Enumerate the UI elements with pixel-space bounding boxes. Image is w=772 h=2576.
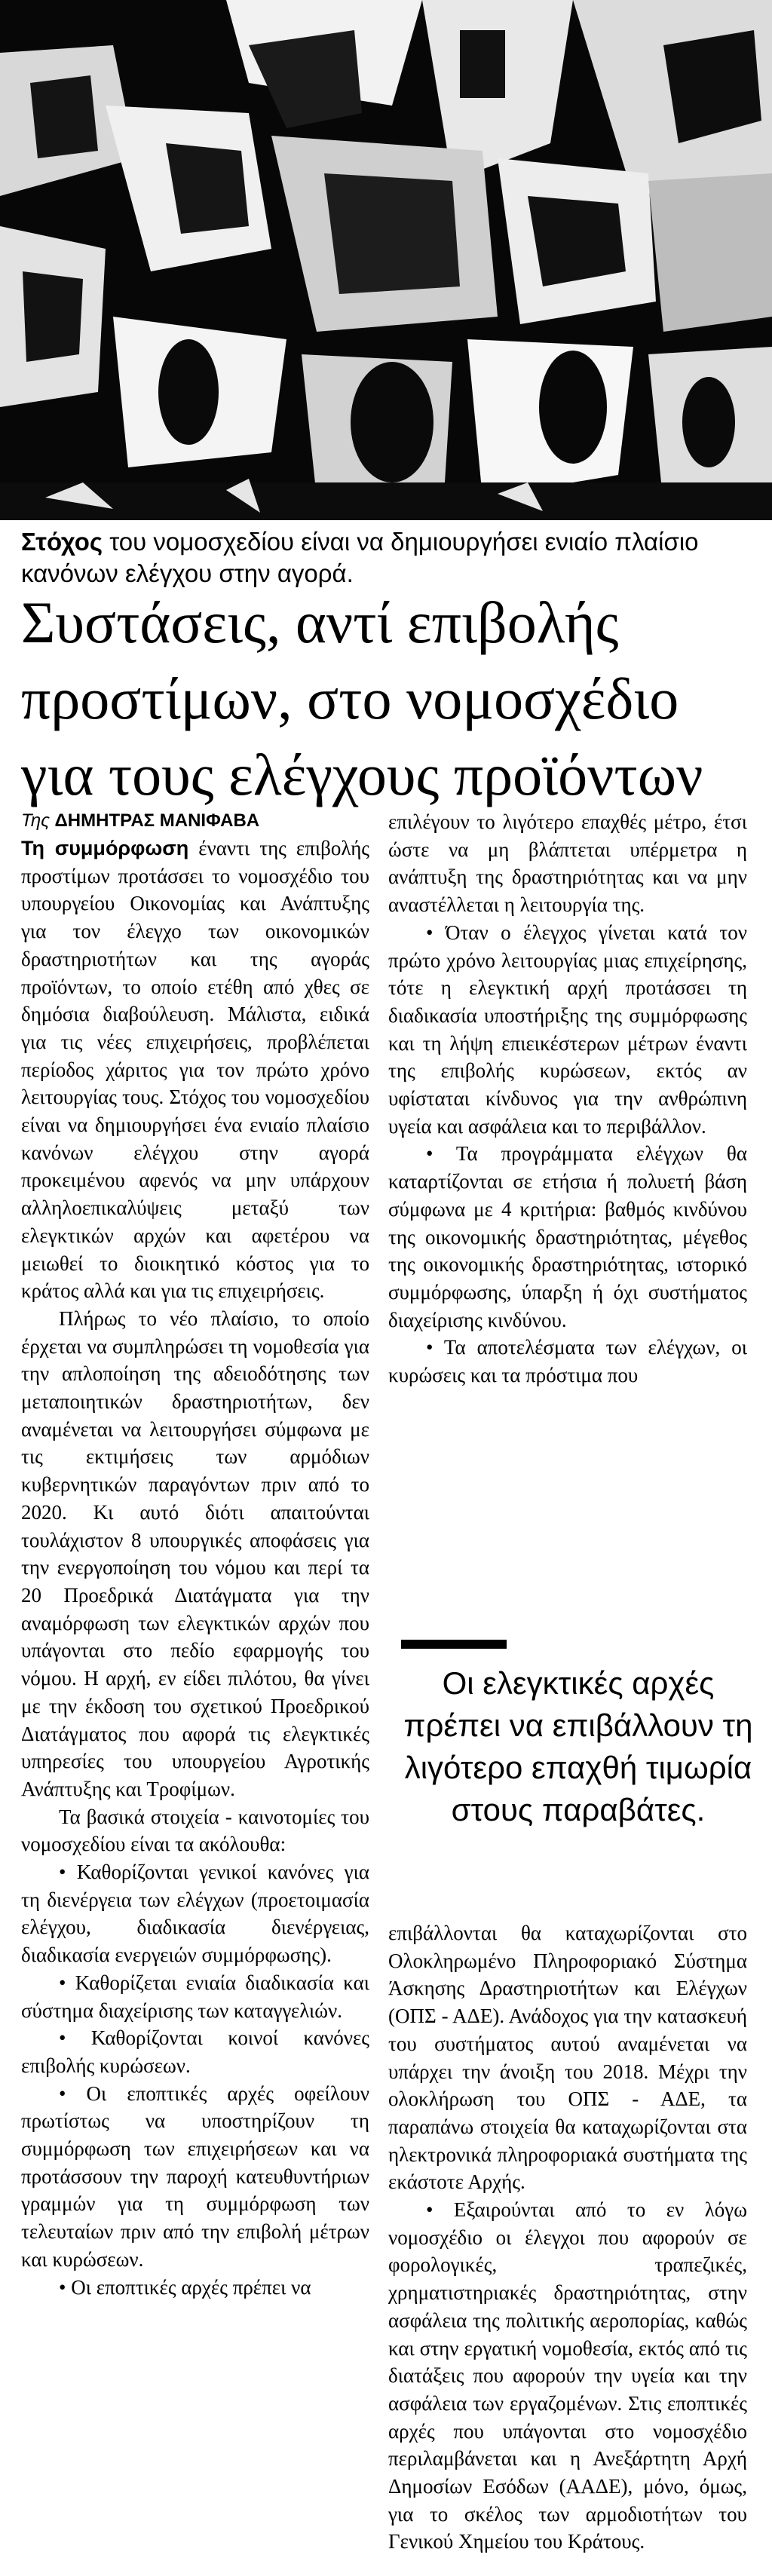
article-column-right-top bbox=[388, 808, 747, 1389]
bullet-item: • Όταν ο έλεγχος γίνεται κατά τον πρώτο χρόνο λειτουργίας μιας επιχείρησης, τότε η ελεγκτική αρχή προτάσσει τη διαδικασία υποστήριξης της συμμόρφωσης και τη λήψη επιεικέστερων μέτρων έναντι της επιβολής κυρώσεων, εκτός αν υφίσταται κίνδυνος για την ανθρώπινη υγεία και ασφάλεια και το περιβάλλον. bbox=[388, 920, 747, 1138]
byline-author: ΔΗΜΗΤΡΑΣ ΜΑΝΙΦΑΒΑ bbox=[54, 810, 260, 831]
byline bbox=[21, 810, 368, 832]
paragraph-text: έναντι της επιβολής προστίμων προτάσσει το νομοσχέδιο του υπουργείου Οικονομίας και Ανάπτυξης για τον έλεγχο των οικονομικών δραστηριοτήτων και της αγοράς προϊόντων, το οποίο ετέθη από χθες σε δημόσια διαβούλευση. Μάλιστα, ειδικά για τις νέες επιχειρήσεις, προβλέπεται περίοδος χάριτος για τον πρώτο χρόνο λειτουργίας τους. Στόχος του νομοσχεδίου είναι να δημιουργήσει ένα ενιαίο πλαίσιο κανόνων ελέγχου στην αγορά προκειμένου αφενός να μην υπάρχουν αλληλοεπικαλύψεις μεταξύ των ελεγκτικών αρχών και αφετέρου να μειωθεί το διοικητικό κόστος για το κράτος αλλά και για τις επιχειρήσεις. bbox=[21, 837, 369, 1303]
bullet-item: • Καθορίζονται κοινοί κανόνες επιβολής κυρώσεων. bbox=[21, 2026, 369, 2077]
photo-caption bbox=[21, 526, 756, 590]
paragraph: επιβάλλονται θα καταχωρίζονται στο Ολοκληρωμένο Πληροφοριακό Σύστημα Άσκησης Δραστηριοτήτων και Ελέγχων (ΟΠΣ - ΑΔΕ). Ανάδοχος για την κατασκευή του συστήματος αυτού αναμένεται να υπάρχει την άνοιξη του 2018. Μέχρι την ολοκλήρωση του ΟΠΣ - ΑΔΕ, τα παραπάνω στοιχεία θα καταχωρίζονται στα ηλεκτρονικά πληροφοριακά συστήματα της εκάστοτε Αρχής. bbox=[388, 1922, 747, 2194]
paragraph: Τα βασικά στοιχεία - καινοτομίες του νομοσχεδίου είναι τα ακόλουθα: bbox=[21, 1805, 369, 1856]
paragraph: επιλέγουν το λιγότερο επαχθές μέτρο, έτσι ώστε να μη βλάπτεται υπέρμετρα η ανάπτυξη της δραστηριότητας και να μην αναστέλλεται η λειτουργία της. bbox=[388, 810, 747, 917]
paragraph: Πλήρως το νέο πλαίσιο, το οποίο έρχεται να συμπληρώσει τη νομοθεσία για την απλοποίηση της αδειοδότησης των μεταποιητικών δραστηριοτήτων, δεν αναμένεται να λειτουργήσει σύμφωνα με τις εκτιμήσεις των αρμόδιων κυβερνητικών παραγόντων πριν από το 2020. Κι αυτό διότι απαιτούνται τουλάχιστον 8 υπουργικές αποφάσεις για την ενεργοποίηση του νόμου και περί τα 20 Προεδρικά Διατάγματα για την αναμόρφωση των ελεγκτικών αρχών που υπάγονται στο πεδίο εφαρμογής του νόμου. Η αρχή, εν είδει πιλότου, θα γίνει με την έκδοση του σχετικού Προεδρικού Διατάγματος που αφορά τις ελεγκτικές υπηρεσίες του υπουργείου Αγροτικής Ανάπτυξης και Τροφίμων. bbox=[21, 1306, 369, 1800]
bullet-item: • Καθορίζεται ενιαία διαδικασία και σύστημα διαχείρισης των καταγγελιών. bbox=[21, 1971, 369, 2022]
photo-graphic bbox=[0, 0, 772, 520]
bullet-item: • Οι εποπτικές αρχές οφείλουν πρωτίστως να υποστηρίζουν τη συμμόρφωση των επιχειρήσεων και να προτάσσουν την παροχή κατευθυντήριων γραμμών για τη συμμόρφωση των τελευταίων πριν από την επιβολή μέτρων και κυρώσεων. bbox=[21, 2081, 369, 2271]
byline-prefix: Της bbox=[21, 810, 50, 831]
bullet-item: • Τα προγράμματα ελέγχων θα καταρτίζονται σε ετήσια ή πολυετή βάση σύμφωνα με 4 κριτήρια: βαθμός κινδύνου της οικονομικής δραστηριότητας, μέγεθος της οικονομικής δραστηριότητας, ιστορικό συμμόρφωσης, ύπαρξη ή όχι συστήματος διαχείρισης κινδύνου. bbox=[388, 1142, 747, 1331]
article-column-left bbox=[21, 835, 369, 2301]
article-column-right-bottom bbox=[388, 1919, 747, 2556]
bullet-item: • Τα αποτελέσματα των ελέγχων, οι κυρώσεις και τα πρόστιμα που bbox=[388, 1336, 747, 1387]
paragraph bbox=[21, 835, 369, 1305]
pullquote-rule bbox=[401, 1640, 507, 1649]
article-photo bbox=[0, 0, 772, 520]
pullquote: Οι ελεγκτικές αρχές πρέπει να επιβάλλουν τη λιγότερο επαχθή τιμωρία στους παραβάτες. bbox=[403, 1665, 753, 1827]
bullet-item: • Οι εποπτικές αρχές πρέπει να bbox=[59, 2275, 311, 2299]
runin-text: Τη συμμόρφωση bbox=[21, 837, 189, 859]
bullet-item: • Καθορίζονται γενικοί κανόνες για τη διενέργεια των ελέγχων (προετοιμασία ελέγχου, διαδικασία διενέργειας, διαδικασία ενεργειών συμμόρφωσης). bbox=[21, 1861, 369, 1967]
caption-text: του νομοσχεδίου είναι να δημιουργήσει ενιαίο πλαίσιο κανόνων ελέγχου στην αγορά. bbox=[21, 528, 699, 587]
article-headline: Συστάσεις, αντί επιβολής προστίμων, στο νομοσχέδιο για τους ελέγχους προϊόντων bbox=[21, 590, 703, 807]
caption-lead: Στόχος bbox=[21, 528, 103, 556]
bullet-item: • Εξαιρούνται από το εν λόγω νομοσχέδιο οι έλεγχοι που αφορούν σε φορολογικές, τραπεζικές, χρηματιστηριακές δραστηριότητας, στην ασφάλεια της πολιτικής αεροπορίας, καθώς και στην εργατική νομοθεσία, εκτός από τις διατάξεις που αφορούν την υγεία και την ασφάλεια των εργαζομένων. Στις εποπτικές αρχές που υπάγονται στο νομοσχέδιο περιλαμβάνεται και η Ανεξάρτητη Αρχή Δημοσίων Εσόδων (ΑΑΔΕ), μόνο, όμως, για το σκέλος των αρμοδιοτήτων του Γενικού Χημείου του Κράτους. bbox=[388, 2198, 747, 2553]
